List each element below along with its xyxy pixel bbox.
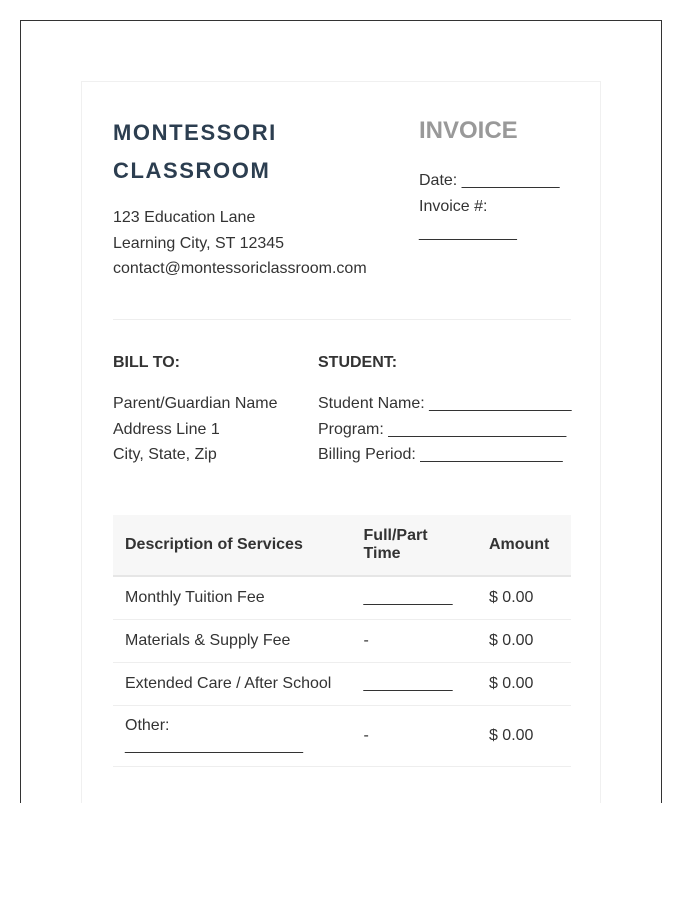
header-description: Description of Services bbox=[113, 515, 352, 576]
invoice-number-label: Invoice #: bbox=[419, 198, 488, 215]
bill-to-heading: BILL TO: bbox=[113, 354, 180, 371]
school-address bbox=[113, 205, 367, 282]
address-line1: 123 Education Lane bbox=[113, 209, 256, 226]
row-time: - bbox=[352, 620, 477, 663]
other-label: Other: bbox=[125, 717, 170, 734]
header-amount: Amount bbox=[477, 515, 571, 576]
row-description: Extended Care / After School bbox=[113, 663, 352, 706]
table-row bbox=[113, 706, 571, 767]
row-description: Monthly Tuition Fee bbox=[113, 576, 352, 620]
school-name-line1: MONTESSORI bbox=[113, 120, 277, 145]
table-row bbox=[113, 663, 571, 706]
row-amount[interactable]: $ 0.00 bbox=[477, 620, 571, 663]
table-row bbox=[113, 576, 571, 620]
school-name-line2: CLASSROOM bbox=[113, 158, 271, 183]
table-header-row bbox=[113, 515, 571, 576]
school-email: contact@montessoriclassroom.com bbox=[113, 260, 367, 277]
page-frame bbox=[20, 20, 662, 803]
school-name bbox=[113, 114, 353, 190]
student-block bbox=[318, 391, 572, 468]
billing-period-field[interactable]: Billing Period: ________________ bbox=[318, 446, 563, 463]
row-amount[interactable]: $ 0.00 bbox=[477, 663, 571, 706]
table-row bbox=[113, 620, 571, 663]
bill-to-name: Parent/Guardian Name bbox=[113, 395, 278, 412]
invoice-number-field[interactable]: ___________ bbox=[419, 224, 517, 241]
invoice-meta bbox=[419, 168, 571, 246]
invoice-document bbox=[81, 81, 601, 803]
row-description-other bbox=[113, 706, 352, 767]
row-time[interactable]: __________ bbox=[352, 663, 477, 706]
bill-to-address: Address Line 1 bbox=[113, 420, 220, 438]
invoice-title: INVOICE bbox=[419, 117, 518, 144]
address-line2: Learning City, ST 12345 bbox=[113, 234, 285, 252]
section-divider bbox=[113, 319, 571, 320]
student-name-field[interactable]: Student Name: ________________ bbox=[318, 395, 572, 412]
row-description: Materials & Supply Fee bbox=[113, 620, 352, 663]
invoice-date-field[interactable]: Date: ___________ bbox=[419, 172, 560, 189]
row-time: - bbox=[352, 706, 477, 767]
row-amount[interactable]: $ 0.00 bbox=[477, 576, 571, 620]
student-heading: STUDENT: bbox=[318, 354, 398, 371]
row-amount[interactable]: $ 0.00 bbox=[477, 706, 571, 767]
header-time: Full/Part Time bbox=[352, 515, 477, 576]
row-time[interactable]: __________ bbox=[352, 576, 477, 620]
services-table bbox=[113, 515, 571, 767]
program-field[interactable]: Program: ____________________ bbox=[318, 420, 567, 438]
bill-to-block bbox=[113, 391, 278, 468]
other-blank-field[interactable]: ____________________ bbox=[125, 737, 303, 754]
bill-to-city: City, State, Zip bbox=[113, 446, 217, 463]
